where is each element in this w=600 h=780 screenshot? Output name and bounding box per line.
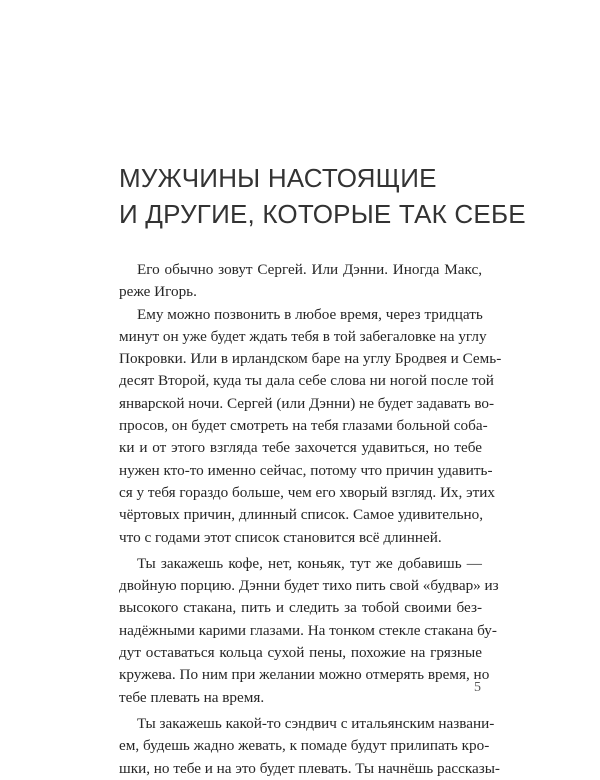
text-line: январской ночи. Сергей (или Дэнни) не будет задавать во- [119,394,495,412]
body-text [119,259,502,780]
text-line: нужен кто-то именно сейчас, потому что причин удавить- [119,461,493,479]
paragraph [119,713,500,780]
text-line: тебе плевать на время. [119,688,265,706]
text-line: просов, он будет смотреть на тебя глазами больной соба- [119,417,488,435]
paragraph [119,259,482,304]
text-line: надёжными карими глазами. На тонком стекле стакана бу- [119,621,497,639]
text-line: ки и от этого взгляда тебе захочется удавиться, но тебе [119,439,482,457]
text-line: реже Игорь. [119,283,197,301]
text-line: дут оставаться кольца сухой пены, похожие на грязные [119,644,482,662]
text-line: Его обычно зовут Сергей. Или Дэнни. Иногда Макс, [137,261,482,278]
chapter-title-line-2: И ДРУГИЕ, КОТОРЫЕ ТАК СЕБЕ [119,199,526,229]
text-line: что с годами этот список становится всё длинней. [119,528,442,546]
text-line: Ты закажешь кофе, нет, коньяк, тут же добавишь — [137,554,482,572]
paragraph [119,553,499,709]
text-line: ем, будешь жадно жевать, к помаде будут прилипать кро- [119,737,490,755]
text-line: ся у тебя гораздо больше, чем его хворый взгляд. Их, этих [119,483,495,501]
text-line: кружева. По ним при желании можно отмерять время, но [119,666,490,684]
page-number: 5 [474,680,481,695]
chapter-title [119,160,526,232]
text-line: минут он уже будет ждать тебя в той забегаловке на углу [119,327,487,345]
text-line: двойную порцию. Дэнни будет тихо пить свой «будвар» из [119,577,499,595]
chapter-title-line-1: МУЖЧИНЫ НАСТОЯЩИЕ [119,163,437,193]
text-line: Покровки. Или в ирландском баре на углу Бродвея и Семь- [119,350,502,368]
text-line: десят Второй, куда ты дала себе слова ни ногой после той [119,372,494,390]
paragraph [119,304,502,549]
text-line: шки, но тебе и на это будет плевать. Ты начнёшь рассказы- [119,759,500,777]
text-line: высокого стакана, пить и следить за тобой своими без- [119,599,482,617]
text-line: Ты закажешь какой-то сэндвич с итальянским названи- [137,714,495,732]
text-line: Ему можно позвонить в любое время, через тридцать [137,305,483,323]
text-line: чёртовых причин, длинный список. Самое удивительно, [119,506,484,524]
